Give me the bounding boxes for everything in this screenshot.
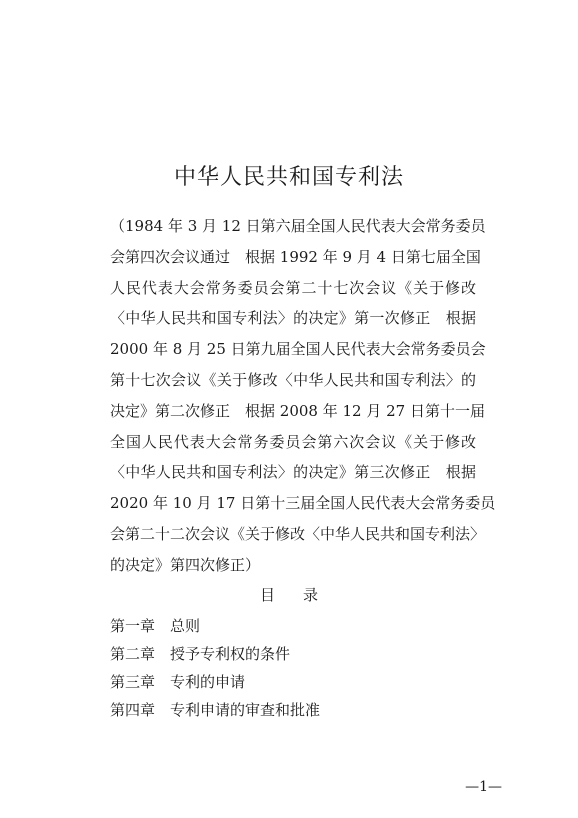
toc-chapter-name: 授予专利权的条件: [170, 645, 291, 663]
toc-item[interactable]: [110, 668, 476, 696]
toc-chapter-number: 第三章: [110, 673, 156, 691]
preamble-line: 2020 年 10 月 17 日第十三届全国人民代表大会常务委员: [110, 494, 496, 513]
toc-chapter-number: 第一章: [110, 617, 156, 635]
toc-item[interactable]: [110, 612, 476, 640]
toc-chapter-number: 第四章: [110, 701, 156, 719]
preamble-line: 会第四次会议通过 根据 1992 年 9 月 4 日第七届全国: [110, 247, 481, 266]
toc-chapter-name: 专利的申请: [170, 673, 246, 691]
preamble-line: 的决定》第四次修正）: [110, 555, 261, 574]
preamble-line: 人民代表大会常务委员会第二十七次会议《关于修改: [110, 278, 476, 297]
preamble-line: 全国人民代表大会常务委员会第六次会议《关于修改: [110, 432, 476, 451]
toc-chapter-name: 专利申请的审查和批准: [170, 701, 321, 719]
amendment-history: [110, 211, 496, 581]
toc-chapter-name: 总则: [170, 617, 201, 635]
page-number: —1—: [465, 779, 502, 795]
table-of-contents: [110, 612, 476, 724]
toc-heading: 目录: [259, 586, 346, 604]
toc-item[interactable]: [110, 640, 476, 668]
preamble-line: 第十七次会议《关于修改〈中华人民共和国专利法〉的: [110, 370, 476, 389]
preamble-line: 会第二十二次会议《关于修改〈中华人民共和国专利法〉: [110, 524, 486, 543]
toc-chapter-number: 第二章: [110, 645, 156, 663]
toc-item[interactable]: [110, 696, 476, 724]
preamble-line: 〈中华人民共和国专利法〉的决定》第一次修正 根据: [110, 309, 476, 328]
preamble-line: 决定》第二次修正 根据 2008 年 12 月 27 日第十一届: [110, 401, 485, 420]
preamble-line: （1984 年 3 月 12 日第六届全国人民代表大会常务委员: [110, 217, 486, 235]
preamble-line: 〈中华人民共和国专利法〉的决定》第三次修正 根据: [110, 463, 476, 482]
document-title: 中华人民共和国专利法: [173, 165, 404, 190]
preamble-line: 2000 年 8 月 25 日第九届全国人民代表大会常务委员会: [110, 340, 486, 359]
